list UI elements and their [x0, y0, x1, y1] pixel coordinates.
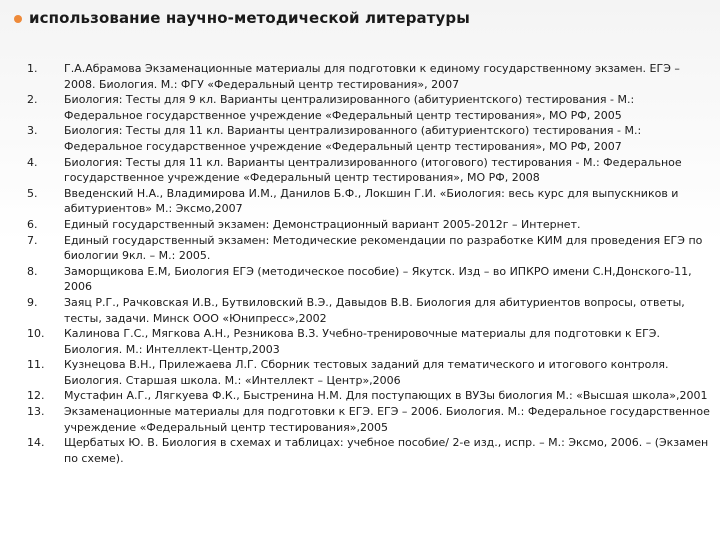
- reference-item: [27, 388, 713, 404]
- reference-item: [27, 123, 713, 154]
- reference-text: Единый государственный экзамен: Методические рекомендации по разработке КИМ для проведения ЕГЭ по биологии 9кл. – М.: 2005.: [64, 233, 703, 263]
- reference-number: 6.: [27, 217, 38, 231]
- slide-title: использование научно-методической литературы: [29, 9, 470, 27]
- reference-number: 5.: [27, 186, 38, 200]
- reference-number: 3.: [27, 124, 38, 138]
- reference-text: Г.А.Абрамова Экзаменационные материалы для подготовки к единому государственному экзамен. ЕГЭ – 2008. Биология. М.: ФГУ «Федеральный центр тестирования», 2007: [64, 62, 680, 91]
- reference-item: [27, 326, 713, 357]
- reference-text: Мустафин А.Г., Лягкуева Ф.К., Быстренина Н.М. Для поступающих в ВУЗы биология М.: «Высшая школа»,2001: [64, 389, 708, 403]
- reference-text: Заморщикова Е.М, Биология ЕГЭ (методическое пособие) – Якутск. Изд – во ИПКРО имени С.Н,Донского-11, 2006: [64, 264, 692, 294]
- reference-item: [27, 295, 713, 326]
- reference-number: 10.: [27, 327, 45, 341]
- reference-item: [27, 92, 713, 123]
- reference-item: [27, 233, 713, 264]
- reference-text: Единый государственный экзамен: Демонстрационный вариант 2005-2012г – Интернет.: [64, 217, 581, 231]
- reference-text: Экзаменационные материалы для подготовки к ЕГЭ. ЕГЭ – 2006. Биология. М.: Федеральное государственное учреждение «Федеральный центр тестирования»,2005: [64, 405, 710, 434]
- reference-text: Щербатых Ю. В. Биология в схемах и таблицах: учебное пособие/ 2-е изд., испр. – М.: Эксмо, 2006. – (Экзамен по схеме).: [64, 436, 709, 465]
- reference-number: 7.: [27, 233, 38, 247]
- reference-text: Биология: Тесты для 11 кл. Варианты централизированного (итогового) тестирования - М.: Федеральное государственное учреждение «Федеральный центр тестирования», МО РФ, 2008: [64, 155, 682, 185]
- orange-bullet-icon: [14, 15, 22, 23]
- reference-text: Биология: Тесты для 11 кл. Варианты централизированного (абитуриентского) тестирования - М.: Федеральное государственное учреждение «Федеральный центр тестирования», МО РФ, 2007: [64, 124, 642, 153]
- reference-list: [27, 61, 713, 466]
- reference-number: 13.: [27, 405, 45, 419]
- reference-text: Калинова Г.С., Мягкова А.Н., Резникова В.З. Учебно-тренировочные материалы для подготовки к ЕГЭ. Биология. М.: Интеллект-Центр,2003: [64, 327, 660, 356]
- reference-number: 11.: [27, 358, 45, 372]
- reference-item: [27, 155, 713, 186]
- reference-number: 14.: [27, 436, 45, 450]
- reference-item: [27, 357, 713, 388]
- reference-text: Введенский Н.А., Владимирова И.М., Данилов Б.Ф., Локшин Г.И. «Биология: весь курс для выпускников и абитуриентов» М.: Эксмо,2007: [64, 186, 679, 216]
- reference-item: [27, 217, 713, 233]
- reference-item: [27, 404, 713, 435]
- reference-number: 8.: [27, 264, 38, 278]
- reference-number: 2.: [27, 93, 38, 107]
- reference-item: [27, 61, 713, 92]
- reference-text: Биология: Тесты для 9 кл. Варианты централизированного (абитуриентского) тестирования - М.: Федеральное государственное учреждение «Федеральный центр тестирования», МО РФ, 2005: [64, 93, 635, 122]
- reference-item: [27, 186, 713, 217]
- title-row: [14, 9, 470, 27]
- reference-item: [27, 264, 713, 295]
- reference-number: 1.: [27, 62, 38, 75]
- reference-text: Заяц Р.Г., Рачковская И.В., Бутвиловский В.Э., Давыдов В.В. Биология для абитуриентов вопросы, ответы, тесты, задачи. Минск ООО «Юнипресс»,2002: [64, 295, 685, 325]
- reference-number: 4.: [27, 155, 38, 169]
- reference-item: [27, 435, 713, 466]
- reference-text: Кузнецова В.Н., Прилежаева Л.Г. Сборник тестовых заданий для тематического и итогового контроля. Биология. Старшая школа. М.: «Интеллект – Центр»,2006: [64, 358, 669, 387]
- reference-number: 9.: [27, 295, 38, 309]
- reference-number: 12.: [27, 389, 45, 403]
